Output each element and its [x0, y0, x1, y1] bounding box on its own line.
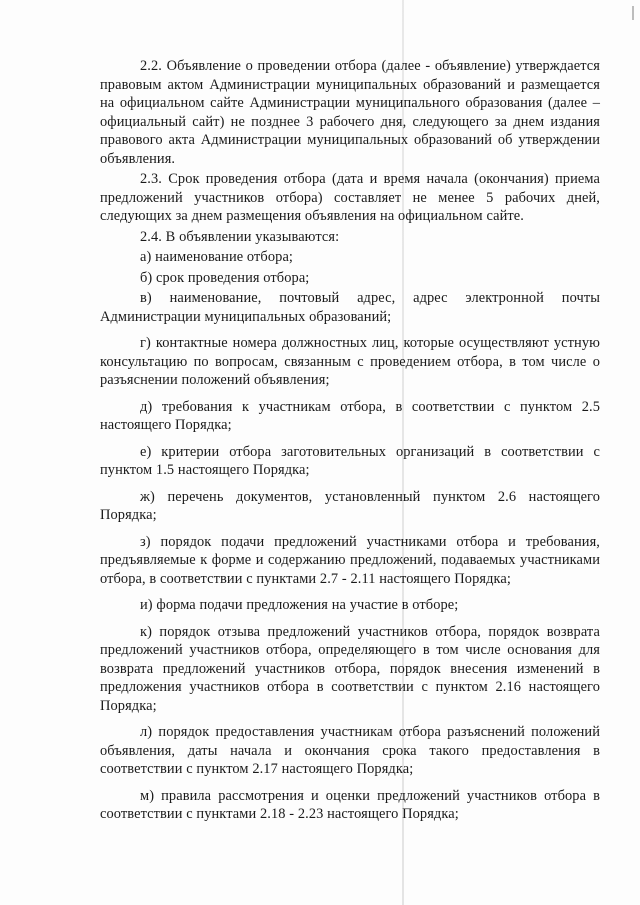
- list-item-i: и) форма подачи предложения на участие в отборе;: [140, 597, 459, 613]
- list-item-zh: ж) перечень документов, установленный пунктом 2.6 настоящего Порядка;: [100, 488, 600, 523]
- list-item-g: г) контактные номера должностных лиц, которые осуществляют устную консультацию по вопросам, связанным с проведением отбора, в том числе о разъяснении положений объявления;: [100, 335, 600, 388]
- list-item-a: а) наименование отбора;: [140, 249, 294, 265]
- list-item-b: б) срок проведения отбора;: [140, 269, 310, 286]
- paragraph-2-3: 2.3. Срок проведения отбора (дата и время начала (окончания) приема предложений участников отбора) составляет не менее 5 рабочих дней, следующих за днем размещения объявления на официальном сайте.: [100, 171, 600, 224]
- list-item-l: л) порядок предоставления участникам отбора разъяснений положений объявления, даты начала и окончания срока такого предоставления в соответствии с пунктом 2.17 настоящего Порядка;: [100, 724, 600, 777]
- paragraph-2-2: 2.2. Объявление о проведении отбора (далее - объявление) утверждается правовым актом Администрации муниципальных образований и размещается на официальном сайте Администрации муниципального образования (далее – официальный сайт) не позднее 3 рабочего дня, следующего за днем издания правового акта Администрации муниципальных образований об утверждении объявления.: [100, 58, 600, 167]
- list-item-v: в) наименование, почтовый адрес, адрес электронной почты Администрации муниципальных образований;: [100, 290, 600, 325]
- list-item-m: м) правила рассмотрения и оценки предложений участников отбора в соответствии с пунктами 2.18 - 2.23 настоящего Порядка;: [100, 787, 600, 822]
- paragraph-2-4: 2.4. В объявлении указываются:: [140, 228, 340, 245]
- list-item-k: к) порядок отзыва предложений участников отбора, порядок возврата предложений участников отбора, определяющего в том числе основания для возврата предложений участников отбора, порядок внесения изменений в предложения участников отбора в соответствии с пунктом 2.16 настоящего Порядка;: [100, 623, 600, 714]
- scan-edge-mark: [632, 6, 634, 20]
- list-item-d: д) требования к участникам отбора, в соответствии с пунктом 2.5 настоящего Порядка;: [100, 398, 600, 433]
- list-item-e: е) критерии отбора заготовительных организаций в соответствии с пунктом 1.5 настоящего Порядка;: [100, 443, 600, 478]
- list-item-z: з) порядок подачи предложений участниками отбора и требования, предъявляемые к форме и содержанию предложений, подаваемых участниками отбора, в соответствии с пунктами 2.7 - 2.11 настоящего Порядка;: [100, 533, 600, 587]
- document-body: [100, 57, 600, 826]
